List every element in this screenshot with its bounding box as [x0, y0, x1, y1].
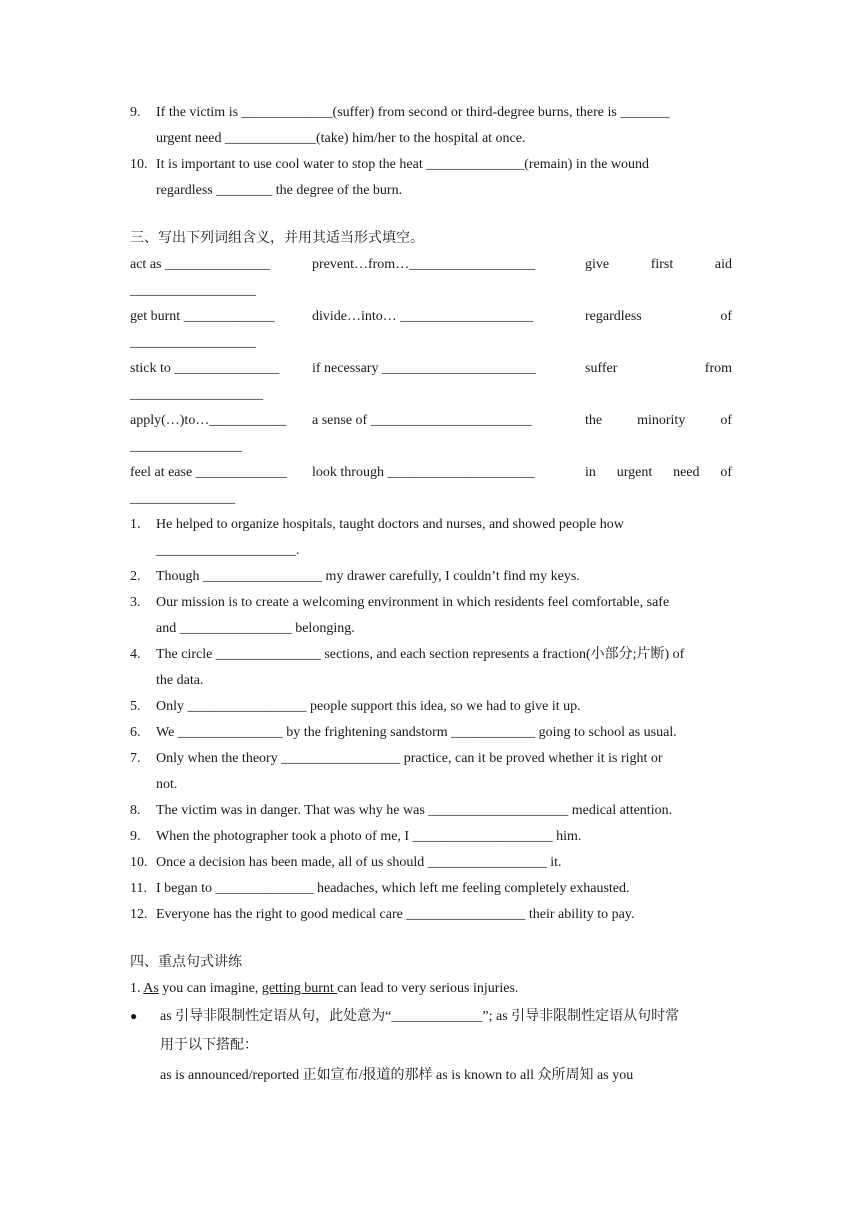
question-text: He helped to organize hospitals, taught doctors and nurses, and showed people how: [156, 517, 624, 532]
question-text-cont: urgent need _____________(take) him/her to the hospital at once.: [156, 131, 526, 146]
question-text: If the victim is _____________(suffer) from second or third-degree burns, there is _______: [156, 105, 670, 120]
question-text-cont: not.: [156, 777, 178, 792]
question-number: 6.: [130, 725, 141, 740]
question-number: 3.: [130, 595, 141, 610]
phrase-blank: __________________: [130, 335, 256, 350]
question-text: When the photographer took a photo of me, I ____________________ him.: [156, 829, 582, 844]
question-number: 8.: [130, 803, 141, 818]
underlined-phrase: getting burnt: [261, 981, 338, 996]
phrase: give first aid: [585, 257, 732, 272]
underlined-word: As: [143, 981, 159, 996]
question-text: Everyone has the right to good medical care _________________ their ability to pay.: [156, 907, 635, 922]
phrase: a sense of _______________________: [312, 413, 532, 428]
section-4-title: 四、重点句式讲练: [130, 955, 242, 970]
question-text: Only when the theory _________________ practice, can it be proved whether it is right or: [156, 751, 663, 766]
question-item: [130, 590, 732, 642]
question-number: 2.: [130, 569, 141, 584]
section-3-title: 三、写出下列词组含义，并用其适当形式填空。: [130, 231, 424, 246]
question-number: 5.: [130, 699, 141, 714]
question-item: [130, 902, 732, 928]
phrase: regardless of: [585, 309, 732, 324]
question-number: 10.: [130, 157, 148, 172]
question-number: 9.: [130, 829, 141, 844]
phrase: if necessary ______________________: [312, 361, 536, 376]
part2-questions: [130, 100, 732, 204]
question-number: 7.: [130, 751, 141, 766]
question-number: 9.: [130, 105, 141, 120]
phrase: divide…into… ___________________: [312, 309, 534, 324]
phrase-blank: _______________: [130, 491, 235, 506]
phrase-row: [130, 408, 732, 434]
phrase-row: [130, 304, 732, 330]
question-text: Our mission is to create a welcoming environment in which residents feel comfortable, safe: [156, 595, 670, 610]
phrase: in urgent need of: [585, 465, 732, 480]
phrase: suffer from: [585, 361, 732, 376]
key-sentence-1: [130, 976, 732, 1002]
phrase: stick to _______________: [130, 361, 280, 376]
question-text: The victim was in danger. That was why he was ____________________ medical attention.: [156, 803, 673, 818]
question-number: 12.: [130, 907, 148, 922]
phrase-row: [130, 356, 732, 382]
sentence-number: 1.: [130, 981, 144, 996]
question-item: [130, 746, 732, 798]
bullet-dot-icon: ●: [130, 1009, 138, 1023]
phrase-blank: ________________: [130, 439, 242, 454]
grammar-note: [130, 1002, 732, 1031]
question-number: 10.: [130, 855, 148, 870]
sentence-text: you can imagine,: [158, 981, 262, 996]
question-number: 1.: [130, 517, 141, 532]
grammar-note-cont: 用于以下搭配：: [160, 1038, 258, 1053]
question-number: 4.: [130, 647, 141, 662]
question-item: [130, 564, 732, 590]
question-item: [130, 694, 732, 720]
phrase: feel at ease _____________: [130, 465, 287, 480]
phrase-row: [130, 460, 732, 486]
question-item: [130, 152, 732, 204]
question-item: [130, 798, 732, 824]
phrase: act as _______________: [130, 257, 270, 272]
sentence-text: can lead to very serious injuries.: [337, 981, 519, 996]
question-text-cont: regardless ________ the degree of the burn.: [156, 183, 403, 198]
question-item: [130, 850, 732, 876]
phrase-blank: ___________________: [130, 387, 263, 402]
question-text-cont: ____________________.: [156, 543, 300, 558]
question-text: Once a decision has been made, all of us should _________________ it.: [156, 855, 562, 870]
question-text: Though _________________ my drawer carefully, I couldn’t find my keys.: [156, 569, 580, 584]
question-text: The circle _______________ sections, and each section represents a fraction(小部分;片断) of: [156, 647, 685, 662]
phrase-row: [130, 252, 732, 278]
question-item: [130, 876, 732, 902]
question-text: We _______________ by the frightening sandstorm ____________ going to school as usual.: [156, 725, 677, 740]
worksheet-page: [130, 100, 732, 1091]
question-text: It is important to use cool water to stop the heat ______________(remain) in the wound: [156, 157, 650, 172]
question-item: [130, 720, 732, 746]
phrase-blank: __________________: [130, 283, 256, 298]
phrase: prevent…from…__________________: [312, 257, 536, 272]
question-text-cont: the data.: [156, 673, 204, 688]
phrase: the minority of: [585, 413, 732, 428]
phrase: apply(…)to…___________: [130, 413, 287, 428]
question-item: [130, 642, 732, 694]
question-number: 11.: [130, 881, 147, 896]
phrase: get burnt _____________: [130, 309, 275, 324]
part3-questions: [130, 512, 732, 928]
question-item: [130, 512, 732, 564]
question-item: [130, 100, 732, 152]
grammar-note-examples: as is announced/reported 正如宣布/报道的那样 as is known to all 众所周知 as you: [160, 1068, 634, 1083]
question-item: [130, 824, 732, 850]
grammar-note-text: as 引导非限制性定语从句，此处意为“_____________”; as 引导非限制性定语从句时常: [160, 1009, 680, 1024]
question-text-cont: and ________________ belonging.: [156, 621, 355, 636]
phrase-table: [130, 252, 732, 512]
question-text: Only _________________ people support this idea, so we had to give it up.: [156, 699, 581, 714]
phrase: look through _____________________: [312, 465, 535, 480]
question-text: I began to ______________ headaches, which left me feeling completely exhausted.: [156, 881, 630, 896]
